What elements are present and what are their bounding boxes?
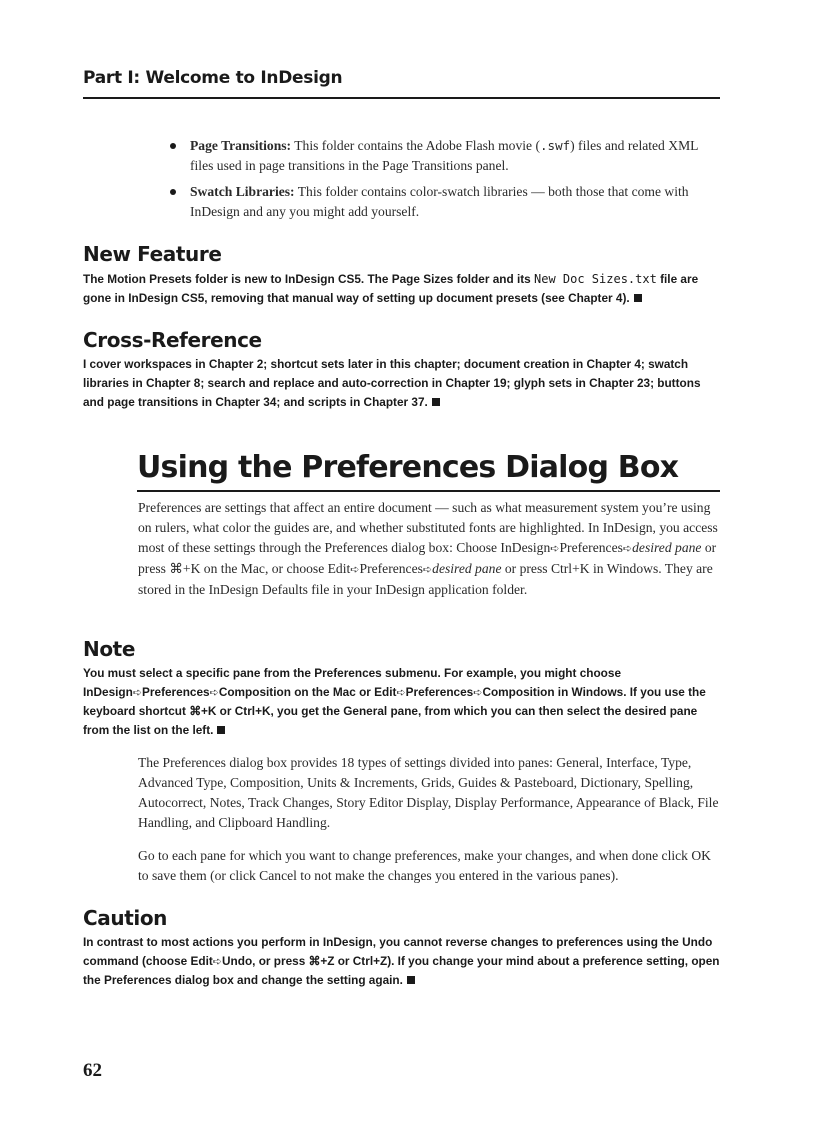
menu-arrow-icon: ➪	[422, 563, 433, 576]
caution-title: Caution	[83, 906, 168, 930]
note-text-part: Preferences	[142, 685, 210, 699]
new-feature-text-part: file are gone in InDesign CS5, removing that manual way of setting up document presets (see Chapter 4).	[83, 272, 699, 305]
caution-text	[83, 933, 723, 990]
menu-arrow-icon: ➪	[212, 955, 223, 968]
menu-arrow-icon: ➪	[396, 686, 406, 699]
note-text-part: Composition in Windows. If you use the keyboard shortcut ⌘+K or Ctrl+K, you get the General pane, from which you can then select the desired pane from the list on the left.	[83, 685, 706, 737]
section-heading: Using the Preferences Dialog Box	[137, 450, 679, 485]
bullet-icon	[170, 189, 176, 195]
end-mark-icon	[407, 976, 415, 984]
bullet-icon	[170, 143, 176, 149]
intro-italic: desired pane	[432, 561, 502, 576]
intro-text: Preferences are settings that affect an entire document — such as what measurement system you’re using on rulers, what color the guides are, and whether substituted fonts are highlighted. In InDesign, you access most of these settings through the Preferences dialog box: Choose InDesign	[138, 500, 718, 555]
note-text-part: Composition on the Mac or Edit	[218, 685, 397, 699]
end-mark-icon	[634, 294, 642, 302]
running-head: Part I: Welcome to InDesign	[83, 68, 343, 88]
intro-text: or press ⌘+K on the Mac, or choose Edit	[138, 540, 717, 576]
bullet-list	[170, 136, 715, 228]
menu-arrow-icon: ➪	[350, 563, 360, 576]
intro-paragraph	[138, 498, 720, 600]
header-rule	[83, 97, 720, 99]
list-item	[170, 136, 715, 176]
panes-paragraph: The Preferences dialog box provides 18 types of settings divided into panes: General, Interface, Type, Advanced Type, Composition, Units & Increments, Grids, Guides & Pasteboard, Dictionary, Spelling, Autocorrect, Notes, Track Changes, Story Editor Display, Display Performance, Appearance of Black, File Handling, and Clipboard Handling.	[138, 755, 719, 830]
filename-code: New Doc Sizes.txt	[534, 272, 657, 286]
section-rule	[137, 490, 720, 492]
bullet-term: Swatch Libraries:	[190, 184, 295, 199]
menu-arrow-icon: ➪	[550, 542, 560, 555]
caution-text-part: Undo, or press ⌘+Z or Ctrl+Z). If you change your mind about a preference setting, open the Preferences dialog box and change the setting again.	[83, 954, 720, 987]
end-mark-icon	[217, 726, 225, 734]
note-text-part: Preferences	[405, 685, 474, 699]
note-title: Note	[83, 637, 136, 661]
intro-text: Preferences	[359, 561, 423, 576]
menu-arrow-icon: ➪	[209, 686, 219, 699]
bullet-text: ) files and related XML files used in page transitions in the Page Transitions panel.	[190, 138, 698, 173]
bullet-text: This folder contains the Adobe Flash movie (	[294, 138, 541, 153]
intro-italic: desired pane	[632, 540, 702, 555]
cross-reference-text	[83, 355, 723, 412]
instructions-paragraph: Go to each pane for which you want to change preferences, make your changes, and when done click OK to save them (or click Cancel to not make the changes you entered in the various panes).	[138, 848, 711, 883]
bullet-text: This folder contains color-swatch libraries — both those that come with InDesign and any you might add yourself.	[190, 184, 689, 219]
intro-text: Preferences	[559, 540, 623, 555]
cross-reference-body: I cover workspaces in Chapter 2; shortcut sets later in this chapter; document creation in Chapter 4; swatch libraries in Chapter 8; search and replace and auto-correction in Chapter 19; glyph sets in Chapter 23; buttons and page transitions in Chapter 34; and scripts in Chapter 37.	[83, 357, 701, 409]
note-text	[83, 664, 723, 740]
menu-arrow-icon: ➪	[473, 686, 483, 699]
cross-reference-title: Cross-Reference	[83, 328, 262, 352]
note-text-part: You must select a specific pane from the Preferences submenu. For example, you might choose InDesign	[83, 666, 622, 699]
new-feature-text	[83, 270, 723, 308]
file-extension-code: .swf	[540, 138, 571, 153]
list-item	[170, 182, 715, 222]
new-feature-title: New Feature	[83, 242, 222, 266]
menu-arrow-icon: ➪	[622, 542, 633, 555]
page-number: 62	[83, 1060, 102, 1081]
menu-arrow-icon: ➪	[132, 686, 143, 699]
bullet-term: Page Transitions:	[190, 138, 292, 153]
caution-text-part: In contrast to most actions you perform in InDesign, you cannot reverse changes to preferences using the Undo command (choose Edit	[83, 935, 713, 968]
end-mark-icon	[432, 398, 440, 406]
new-feature-text-part: The Motion Presets folder is new to InDesign CS5. The Page Sizes folder and its	[83, 272, 534, 286]
intro-text: or press Ctrl+K in Windows. They are stored in the InDesign Defaults file in your InDesign application folder.	[138, 561, 713, 597]
